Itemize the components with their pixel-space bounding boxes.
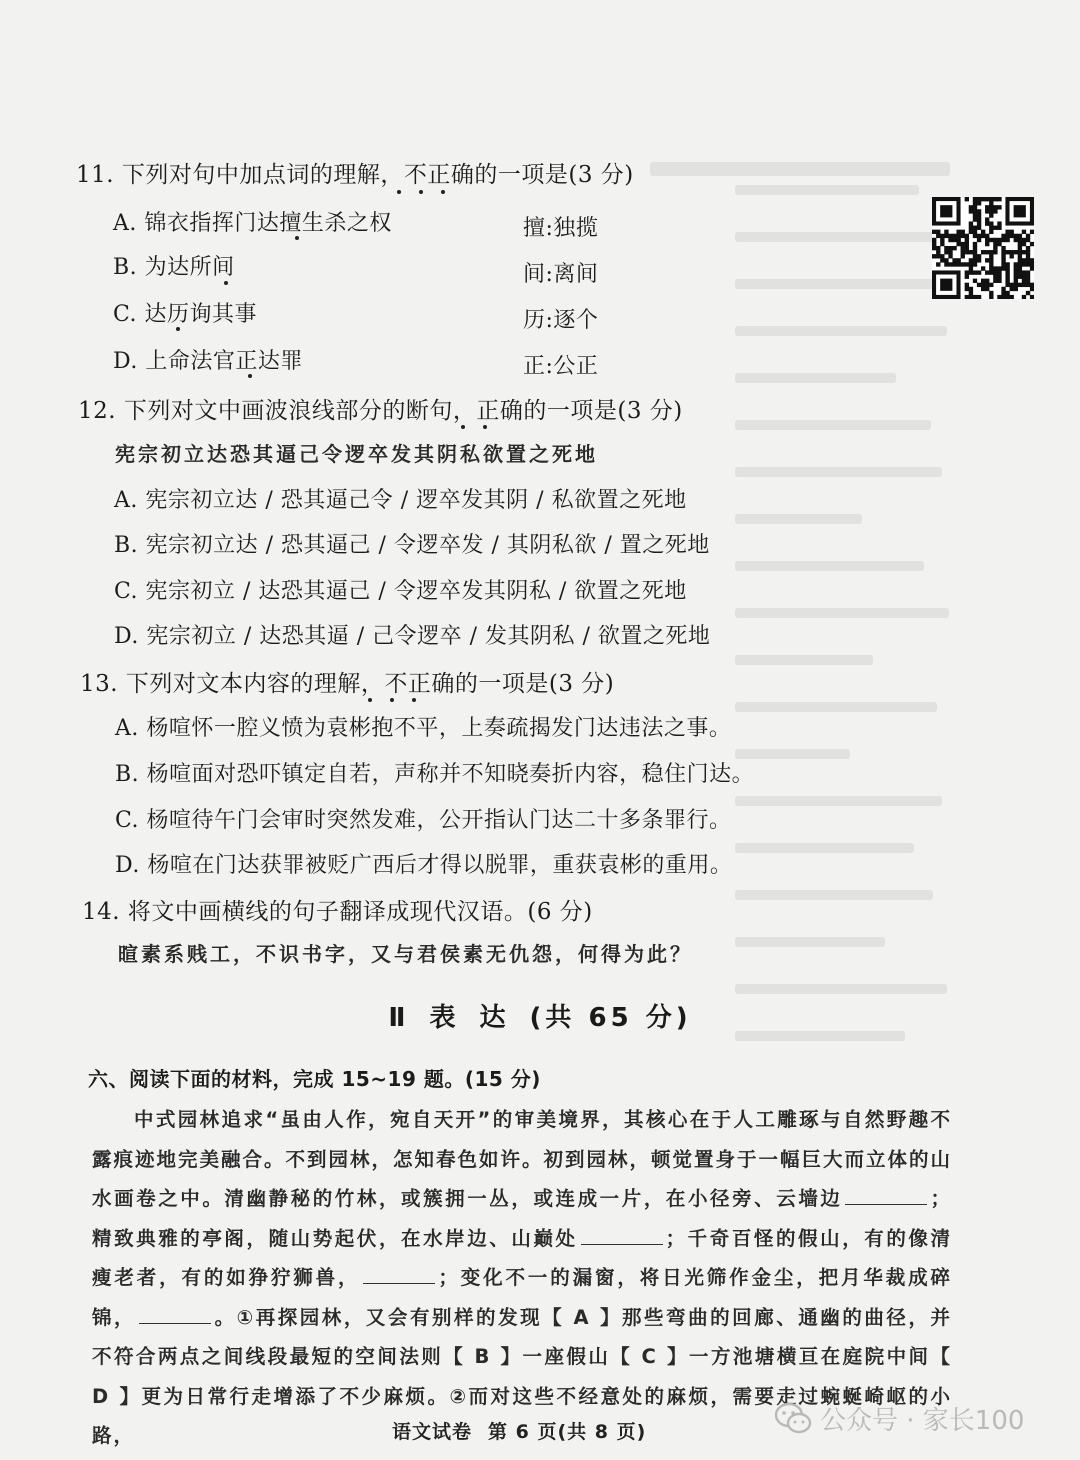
watermark [774, 1400, 1024, 1437]
passage-segment-2: ；精致典雅的亭阁，随山势起伏，在水岸边、山巅处 [92, 1187, 952, 1250]
q13-option-a: A. 杨喧怀一腔义愤为袁彬抱不平，上奏疏揭发门达违法之事。 [115, 716, 732, 741]
emphasis-dot [483, 425, 487, 429]
answer-blank-2[interactable] [581, 1226, 663, 1245]
emphasis-dot [461, 425, 465, 429]
q11-gloss-b: 间:离间 [523, 262, 599, 287]
answer-blank-3[interactable] [363, 1265, 435, 1284]
q12-option-d: D. 宪宗初立 / 达恐其逼 / 己令逻卒 / 发其阴私 / 欲置之死地 [114, 624, 711, 649]
q11-gloss-d: 正:公正 [523, 354, 599, 379]
emphasis-dot [248, 374, 252, 378]
q11-option-c: C. 达历询其事 [113, 302, 258, 327]
emphasis-dot [397, 190, 401, 194]
emphasis-dot [419, 190, 423, 194]
q12-stem: 12. 下列对文中画波浪线部分的断句，正确的一项是(3 分) [78, 398, 683, 424]
q13-option-c: C. 杨喧待午门会审时突然发难，公开指认门达二十多条罪行。 [115, 808, 732, 833]
emphasis-dot [412, 698, 416, 702]
section-title-char-1: 表 [429, 1003, 460, 1033]
bleed-through-heading [650, 162, 950, 176]
q11-option-d: D. 上命法官正达罪 [113, 349, 303, 374]
q13-stem: 13. 下列对文本内容的理解，不正确的一项是(3 分) [80, 671, 615, 697]
section-title-char-2: 达 [479, 1003, 510, 1033]
page-footer [392, 1417, 662, 1444]
wechat-icon [774, 1402, 812, 1436]
section-score: (共 65 分) [529, 1003, 692, 1033]
passage-segment-1: 中式园林追求“虽由人作，宛自天开”的审美境界，其核心在于人工雕琢与自然野趣不露痕迹地完美融合。不到园林，怎知春色如许。初到园林，顿觉置身于一幅巨大而立体的山水画卷之中。清幽静秘的竹林，或簇拥一丛，或连成一片，在小径旁、云墙边 [92, 1108, 953, 1210]
q11-gloss-a: 擅:独揽 [523, 216, 599, 241]
qr-code-icon [932, 197, 1034, 299]
answer-blank-1[interactable] [845, 1186, 927, 1205]
q12-sentence: 宪宗初立达恐其逼己令逻卒发其阴私欲置之死地 [115, 442, 598, 466]
emphasis-dot [441, 190, 445, 194]
passage-segment-3: ；千奇百怪的假山，有的像清瘦老者，有的如狰狞狮兽， [92, 1226, 952, 1289]
q11-stem: 11. 下列对句中加点词的理解，不正确的一项是(3 分) [76, 162, 634, 188]
q12-option-a: A. 宪宗初立达 / 恐其逼己令 / 逻卒发其阴 / 私欲置之死地 [114, 488, 687, 513]
passage-segment-5: 。①再探园林，又会有别样的发现【 A 】那些弯曲的回廊、通幽的曲径，并不符合两点之间线段最短的空间法则【 B 】一座假山【 C 】一方池塘横亘在庭院中间【 D 】更为日常行走增添了不少麻烦。②而对这些不经意处的麻烦，需要走过蜿蜒崎岖的小路， [92, 1305, 952, 1447]
footer-subject: 语文试卷 [392, 1421, 473, 1443]
q12-option-b: B. 宪宗初立达 / 恐其逼己 / 令逻卒发 / 其阴私欲 / 置之死地 [114, 533, 710, 558]
footer-page-number: 第 6 页(共 8 页) [488, 1421, 647, 1443]
q11-option-a: A. 锦衣指挥门达擅生杀之权 [113, 211, 392, 236]
bleed-through-text [735, 185, 965, 1065]
emphasis-dot [224, 281, 228, 285]
q14-sentence: 暄素系贱工，不识书字，又与君侯素无仇怨，何得为此？ [118, 942, 693, 966]
part6-heading: 六、阅读下面的材料，完成 15~19 题。(15 分) [88, 1067, 541, 1091]
section-numeral: Ⅱ [388, 1003, 410, 1033]
q11-gloss-c: 历:逐个 [523, 308, 599, 333]
passage-segment-4: ；变化不一的漏窗，将日光筛作金尘，把月华裁成碎锦， [92, 1266, 952, 1329]
q14-stem: 14. 将文中画横线的句子翻译成现代汉语。(6 分) [82, 899, 593, 925]
emphasis-dot [295, 236, 299, 240]
answer-blank-4[interactable] [139, 1305, 211, 1324]
emphasis-dot [176, 327, 180, 331]
section-title [0, 997, 1080, 1034]
q13-option-b: B. 杨喧面对恐吓镇定自若，声称并不知晓奏折内容，稳住门达。 [115, 762, 755, 787]
emphasis-dot [368, 698, 372, 702]
emphasis-dot [390, 698, 394, 702]
q13-option-d: D. 杨喧在门达获罪被贬广西后才得以脱罪，重获袁彬的重用。 [115, 853, 733, 878]
watermark-text: 公众号 · 家长100 [820, 1406, 1025, 1436]
q12-option-c: C. 宪宗初立 / 达恐其逼己 / 令逻卒发其阴私 / 欲置之死地 [114, 579, 687, 604]
q11-option-b: B. 为达所间 [113, 255, 235, 280]
